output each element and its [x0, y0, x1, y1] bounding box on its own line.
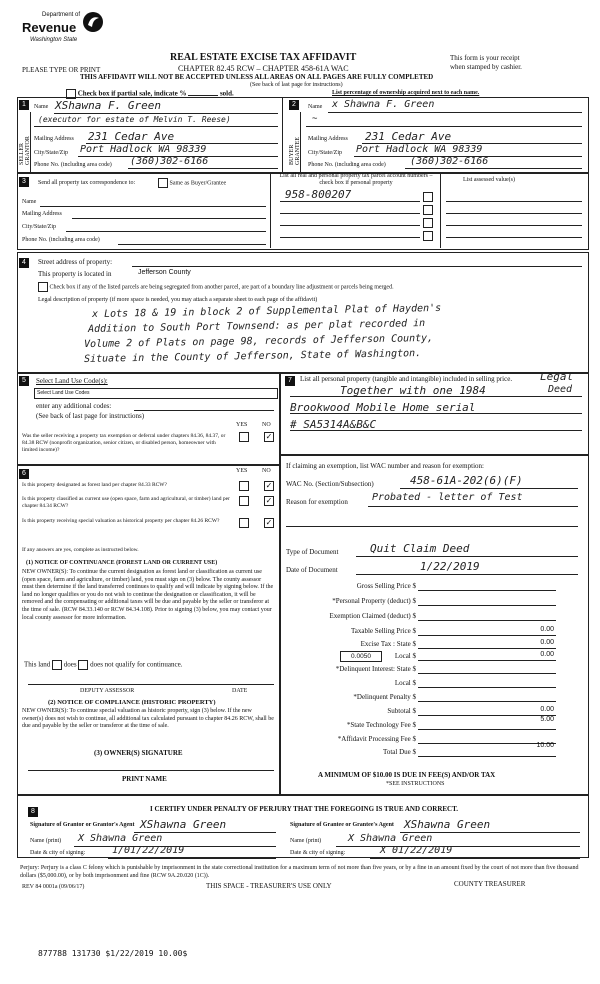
parcel-personal-checkbox[interactable] — [423, 205, 433, 215]
buyer-phone-label: Phone No. (including area code) — [308, 162, 386, 168]
print-name-label: PRINT NAME — [122, 775, 167, 783]
total-due-value: 10.00 — [536, 742, 554, 749]
total-due-label: Total Due $ — [383, 748, 416, 756]
forest-no-checkbox[interactable]: ✓ — [265, 481, 273, 490]
buyer-city-label: City/State/Zip — [308, 150, 342, 156]
buyer-name2-value[interactable]: ~ — [312, 114, 318, 124]
grantor-name-label: Name (print) — [30, 838, 62, 844]
excise-state-value: 0.00 — [540, 639, 554, 646]
grantor-date-value[interactable]: 1/01/22/2019 — [112, 845, 185, 856]
historic-no-checkbox[interactable]: ✓ — [265, 518, 273, 527]
grantee-name-value[interactable]: X Shawna Green — [348, 833, 433, 844]
subtotal-label: Subtotal $ — [387, 707, 416, 715]
not-accepted-note: THIS AFFIDAVIT WILL NOT BE ACCEPTED UNLESS ALL AREAS ON ALL PAGES ARE FULLY COMPLETED — [80, 73, 434, 81]
exemption-q1: Was the seller receiving a property tax exemption or deferral under chapters 84.36, 84.37, or 84.38 RCW (nonprofit organization, senior citizen, or disabled person, homeowner with limited income)? — [22, 433, 226, 453]
revenue-label: Revenue — [22, 20, 77, 35]
seller-city-label: City/State/Zip — [34, 150, 68, 156]
buyer-address-value[interactable]: 231 Cedar Ave — [365, 130, 452, 143]
same-as-buyer-row — [158, 178, 226, 188]
legal-line-4[interactable]: Situate in the County of Jefferson, State of Washington. — [83, 348, 422, 365]
see-back-5: (See back of last page for instructions) — [36, 412, 145, 420]
segregated-row — [38, 282, 394, 292]
exemption-claimed-label: Exemption Claimed (deduct) $ — [329, 612, 416, 620]
reason-label: Reason for exemption — [286, 498, 348, 506]
section-5-badge: 5 — [19, 376, 29, 386]
seller-address-label: Mailing Address — [34, 136, 74, 142]
section-7-badge: 7 — [285, 376, 295, 386]
section-4-badge: 4 — [19, 258, 29, 268]
local-rate-value: 0.0050 — [351, 653, 371, 660]
buyer-city-value[interactable]: Port Hadlock WA 98339 — [356, 144, 483, 155]
doc-type-value[interactable]: Quit Claim Deed — [370, 542, 470, 555]
taxable-value: 0.00 — [540, 626, 554, 633]
subtotal-value: 0.00 — [540, 706, 554, 713]
parcel-number-value[interactable]: 958-800207 — [285, 188, 352, 201]
buyer-address-label: Mailing Address — [308, 136, 348, 142]
corr-phone-label: Phone No. (including area code) — [22, 237, 100, 243]
county-treasurer-label: COUNTY TREASURER — [454, 880, 526, 888]
no-header-5: NO — [262, 422, 271, 428]
parcel-personal-checkbox[interactable] — [423, 218, 433, 228]
does-label: does — [63, 660, 77, 669]
forest-yes-checkbox[interactable] — [239, 481, 249, 491]
treasurer-use-only: THIS SPACE - TREASURER'S USE ONLY — [206, 882, 332, 890]
parcel-personal-checkbox[interactable] — [423, 192, 433, 202]
cashier-stamp: 877788 131730 $1/22/2019 10.00$ — [38, 949, 188, 958]
notice-continuance-text: NEW OWNER(S): To continue the current designation as forest land or classification as current use (open space, farm and agriculture, or timber) land, you must sign on (3) below. The county assessor must then determine if the land transferred continues to qualify and will indicate by signing below. If the land no longer qualifies or you do not wish to continue the designation or classification, it will be removed and the compensating or additional taxes will be due and payable by the seller or transferor at the time of sale. (RCW 84.33.140 or RCW 84.34.108). Prior to signing (3) below, you may contact your local county assessor for more information. — [22, 569, 274, 621]
pp-legal[interactable]: Legal — [540, 370, 574, 383]
same-as-buyer-checkbox[interactable] — [158, 178, 168, 188]
section-2-badge: 2 — [289, 100, 299, 110]
local-label: Local $ — [394, 652, 416, 660]
qualify-label: qualify for continuance. — [115, 660, 183, 669]
section-6-badge: 6 — [19, 469, 29, 479]
gross-label: Gross Selling Price $ — [356, 582, 416, 590]
seller-phone-label: Phone No. (including area code) — [34, 162, 112, 168]
grantee-signature-value[interactable]: XShawna Green — [404, 818, 491, 831]
segregated-checkbox[interactable] — [38, 282, 48, 292]
current-use-question: Is this property classified as current use (open space, farm and agricultural, or timber) land per chapter 84.34 RCW? — [22, 496, 230, 509]
stamped-note: when stamped by cashier. — [450, 63, 522, 71]
corr-address-label: Mailing Address — [22, 211, 62, 217]
land-use-select-text: Select Land Use Codes — [37, 390, 90, 396]
receipt-note: This form is your receipt — [450, 54, 520, 62]
owner-signature-label: (3) OWNER(S) SIGNATURE — [94, 749, 183, 757]
seller-name-label: Name — [34, 104, 49, 110]
legal-line-3[interactable]: Volume 2 of Plats on page 98, records of Jefferson County, — [83, 332, 434, 351]
same-as-buyer-label: Same as Buyer/Grantee — [169, 180, 227, 187]
parcel-checkboxes — [423, 192, 433, 241]
parcel-header: List all real and personal property tax parcel account numbers – check box if personal property — [279, 173, 433, 186]
corr-city-label: City/State/Zip — [22, 224, 56, 230]
doc-type-label: Type of Document — [286, 548, 339, 556]
send-correspondence-label: Send all property tax correspondence to: — [38, 180, 136, 186]
additional-codes-label: enter any additional codes: — [36, 402, 112, 410]
land-use-select[interactable] — [34, 388, 278, 399]
does-checkbox[interactable] — [52, 660, 62, 670]
dept-label: Department of — [42, 12, 81, 18]
legal-description-label: Legal description of property (if more space is needed, you may attach a separate sheet to each page of the affidavit) — [38, 297, 318, 303]
delinquent-local-label: Local $ — [394, 679, 416, 687]
current-use-no-checkbox[interactable]: ✓ — [265, 496, 273, 505]
rev-number: REV 84 0001a (09/06/17) — [22, 884, 85, 890]
form-chapter: CHAPTER 82.45 RCW – CHAPTER 458-61A WAC — [178, 64, 349, 73]
seller-name-value[interactable]: XShawna F. Green — [55, 99, 161, 112]
see-instructions-note: *SEE INSTRUCTIONS — [386, 781, 445, 787]
grantor-signature-value[interactable]: XShawna Green — [140, 818, 227, 831]
delinquent-penalty-label: *Delinquent Penalty $ — [353, 693, 416, 701]
doc-date-label: Date of Document — [286, 566, 338, 574]
revenue-swirl-icon — [82, 10, 104, 34]
corr-name-label: Name — [22, 199, 37, 205]
q5-no-checkbox[interactable]: ✓ — [265, 432, 273, 441]
located-label: This property is located in — [38, 270, 112, 278]
certify-statement: I CERTIFY UNDER PENALTY OF PERJURY THAT THE FOREGOING IS TRUE AND CORRECT. — [150, 805, 459, 813]
seller-city-value[interactable]: Port Hadlock WA 98339 — [80, 144, 207, 155]
section-8-badge: 8 — [28, 807, 38, 817]
buyer-name-value[interactable]: x Shawna F. Green — [332, 99, 435, 110]
yes-header-5: YES — [236, 422, 248, 428]
form-title: REAL ESTATE EXCISE TAX AFFIDAVIT — [170, 52, 357, 63]
state-label: Washington State — [30, 37, 78, 43]
does-not-checkbox[interactable] — [78, 660, 88, 670]
reason-value[interactable]: Probated - letter of Test — [372, 492, 523, 503]
county-value: Jefferson County — [138, 269, 191, 276]
forest-question: Is this property designated as forest land per chapter 84.33 RCW? — [22, 482, 167, 488]
this-land-row — [24, 660, 182, 670]
does-not-label: does not — [90, 660, 114, 669]
parcel-personal-checkbox[interactable] — [423, 231, 433, 241]
pp-line-1[interactable]: Together with one 1984 — [340, 384, 486, 397]
legal-line-2[interactable]: Addition to South Port Townsend: as per plat recorded in — [87, 318, 426, 335]
delinquent-interest-label: *Delinquent Interest: State $ — [335, 665, 416, 673]
if-any-yes: If any answers are yes, complete as instructed below. — [22, 547, 139, 553]
tech-fee-value: 5.00 — [540, 716, 554, 723]
legal-line-1[interactable]: x Lots 18 & 19 in block 2 of Supplemental Plat of Hayden's — [91, 302, 442, 321]
no-header-6: NO — [262, 468, 271, 474]
historic-question: Is this property receiving special valuation as historical property per chapter 84.26 RCW? — [22, 518, 220, 524]
seller-address-value[interactable]: 231 Cedar Ave — [88, 130, 175, 143]
pp-line-3[interactable]: # SA5314A&B&C — [290, 418, 377, 431]
section-6-box — [17, 464, 281, 796]
sold-label: sold. — [219, 89, 234, 98]
personal-label: *Personal Property (deduct) $ — [332, 597, 416, 605]
doc-date-value[interactable]: 1/22/2019 — [420, 560, 480, 573]
grantee-date-value[interactable]: X 01/22/2019 — [380, 845, 453, 856]
seller-side-label: SELLER GRANTOR — [19, 136, 31, 165]
historic-yes-checkbox[interactable] — [239, 518, 249, 528]
local-value: 0.00 — [540, 651, 554, 658]
assessor-date-label: DATE — [232, 688, 248, 694]
notice-compliance-text: NEW OWNER(S): To continue special valuation as historic property, sign (3) below. If the new owner(s) does not wish to continue, all additional tax calculated pursuant to chapter 84.26 RCW, shall be due and payable by the seller or transferor at the time of sale. — [22, 708, 274, 730]
section-3-badge: 3 — [19, 177, 29, 187]
section-1-badge: 1 — [19, 100, 29, 110]
buyer-name-label: Name — [308, 104, 323, 110]
personal-property-label: List all personal property (tangible and intangible) included in selling price. — [300, 375, 513, 383]
deputy-assessor-label: DEPUTY ASSESSOR — [80, 688, 135, 694]
seller-name2-value[interactable]: (executor for estate of Melvin T. Reese) — [38, 115, 231, 124]
minimum-due-note: A MINIMUM OF $10.00 IS DUE IN FEE(S) AND/OR TAX — [318, 771, 496, 779]
grantor-signature-label: Signature of Grantor or Grantor's Agent — [30, 822, 135, 828]
this-land-label: This land — [24, 660, 51, 669]
pct-ownership-note: List percentage of ownership acquired next to each name. — [332, 90, 480, 96]
wac-value[interactable]: 458-61A-202(6)(F) — [410, 474, 523, 487]
grantor-date-label: Date & city of signing: — [30, 850, 86, 856]
q5-yes-checkbox[interactable] — [239, 432, 249, 442]
tech-fee-label: *State Technology Fee $ — [346, 721, 416, 729]
excise-state-label: Excise Tax : State $ — [360, 640, 416, 648]
grantee-date-label: Date & city of signing: — [290, 850, 346, 856]
taxable-label: Taxable Selling Price $ — [350, 627, 416, 635]
yes-header-6: YES — [236, 468, 248, 474]
notice-continuance-title: (1) NOTICE OF CONTINUANCE (FOREST LAND OR CURRENT USE) — [26, 560, 218, 566]
partial-sale-label: Check box if partial sale, indicate % — [77, 89, 187, 98]
notice-compliance-title: (2) NOTICE OF COMPLIANCE (HISTORIC PROPERTY) — [48, 699, 216, 706]
pp-deed[interactable]: Deed — [548, 384, 573, 395]
street-address-label: Street address of property: — [38, 258, 113, 266]
seller-phone-value[interactable]: (360)302-6166 — [130, 156, 209, 167]
please-type: PLEASE TYPE OR PRINT — [22, 66, 101, 74]
grantor-name-value[interactable]: X Shawna Green — [78, 833, 163, 844]
affidavit-fee-label: *Affidavit Processing Fee $ — [337, 735, 416, 743]
buyer-side-label: BUYER GRANTEE — [289, 137, 301, 165]
pp-line-2[interactable]: Brookwood Mobile Home serial — [290, 401, 476, 414]
land-use-label: Select Land Use Code(s): — [36, 377, 108, 385]
current-use-yes-checkbox[interactable] — [239, 496, 249, 506]
exemption-label: If claiming an exemption, list WAC number and reason for exemption: — [286, 462, 484, 470]
revenue-logo — [22, 10, 104, 50]
perjury-note: Perjury: Perjury is a class C felony which is punishable by imprisonment in the state correctional institution for a maximum term of not more than five years, or by a fine in an amount fixed by the court of not more than five thousand dollars ($5,000.00), or by both imprisonment and fine (RCW 9A.20.020 (1C)). — [20, 865, 579, 879]
segregated-label: Check box if any of the listed parcels are being segregated from another parcel, are part of a boundary line adjustment or parcels being merged. — [49, 284, 394, 291]
see-back-note: (See back of last page for instructions) — [250, 82, 343, 88]
grantee-signature-label: Signature of Grantee or Grantee's Agent — [290, 822, 394, 828]
grantee-name-label: Name (print) — [290, 838, 322, 844]
wac-label: WAC No. (Section/Subsection) — [286, 480, 374, 488]
buyer-phone-value[interactable]: (360)302-6166 — [410, 156, 489, 167]
assessed-header: List assessed value(s) — [463, 177, 515, 183]
